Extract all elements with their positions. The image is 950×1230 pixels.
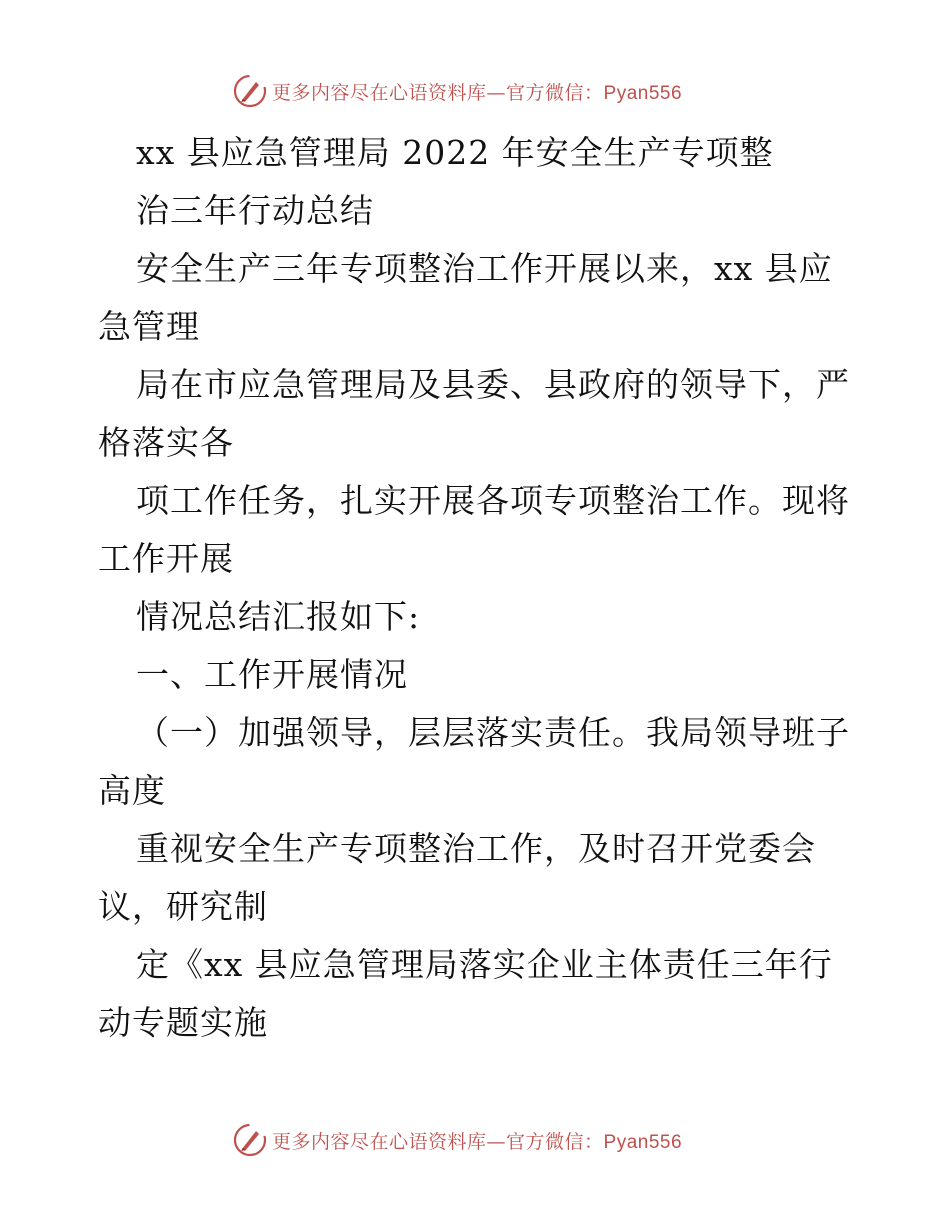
watermark-header [232, 71, 682, 111]
wechat-id: Pyan556 [603, 1131, 683, 1153]
doc-line: 重视安全生产专项整治工作，及时召开党委会 [136, 829, 816, 868]
doc-line: 治三年行动总结 [136, 191, 374, 230]
wechat-id: Pyan556 [603, 82, 683, 104]
watermark-text: 更多内容尽在心语资料库—官方微信：Pyan556 [272, 1130, 683, 1153]
quill-pen-seal-icon [232, 73, 268, 109]
doc-line: （一）加强领导，层层落实责任。我局领导班子 [136, 713, 850, 752]
watermark-text: 更多内容尽在心语资料库—官方微信：Pyan556 [272, 81, 683, 104]
doc-line: 格落实各 [98, 423, 234, 462]
document-body [98, 124, 858, 1052]
doc-line: 项工作任务，扎实开展各项专项整治工作。现将 [136, 481, 850, 520]
doc-line: 情况总结汇报如下: [136, 597, 421, 636]
doc-line: 工作开展 [98, 539, 234, 578]
doc-line: 高度 [98, 771, 166, 810]
doc-line: 动专题实施 [98, 1003, 268, 1042]
watermark-footer [232, 1120, 682, 1160]
doc-line: 安全生产三年专项整治工作开展以来，xx 县应 [136, 249, 833, 288]
quill-pen-seal-icon [232, 1122, 268, 1158]
doc-line: 议，研究制 [98, 887, 268, 926]
doc-line: 一、工作开展情况 [136, 655, 408, 694]
doc-line: 局在市应急管理局及县委、县政府的领导下，严 [136, 365, 850, 404]
doc-line: 定《xx 县应急管理局落实企业主体责任三年行 [136, 945, 833, 984]
doc-line: xx 县应急管理局 2022 年安全生产专项整 [136, 133, 774, 172]
doc-line: 急管理 [98, 307, 200, 346]
